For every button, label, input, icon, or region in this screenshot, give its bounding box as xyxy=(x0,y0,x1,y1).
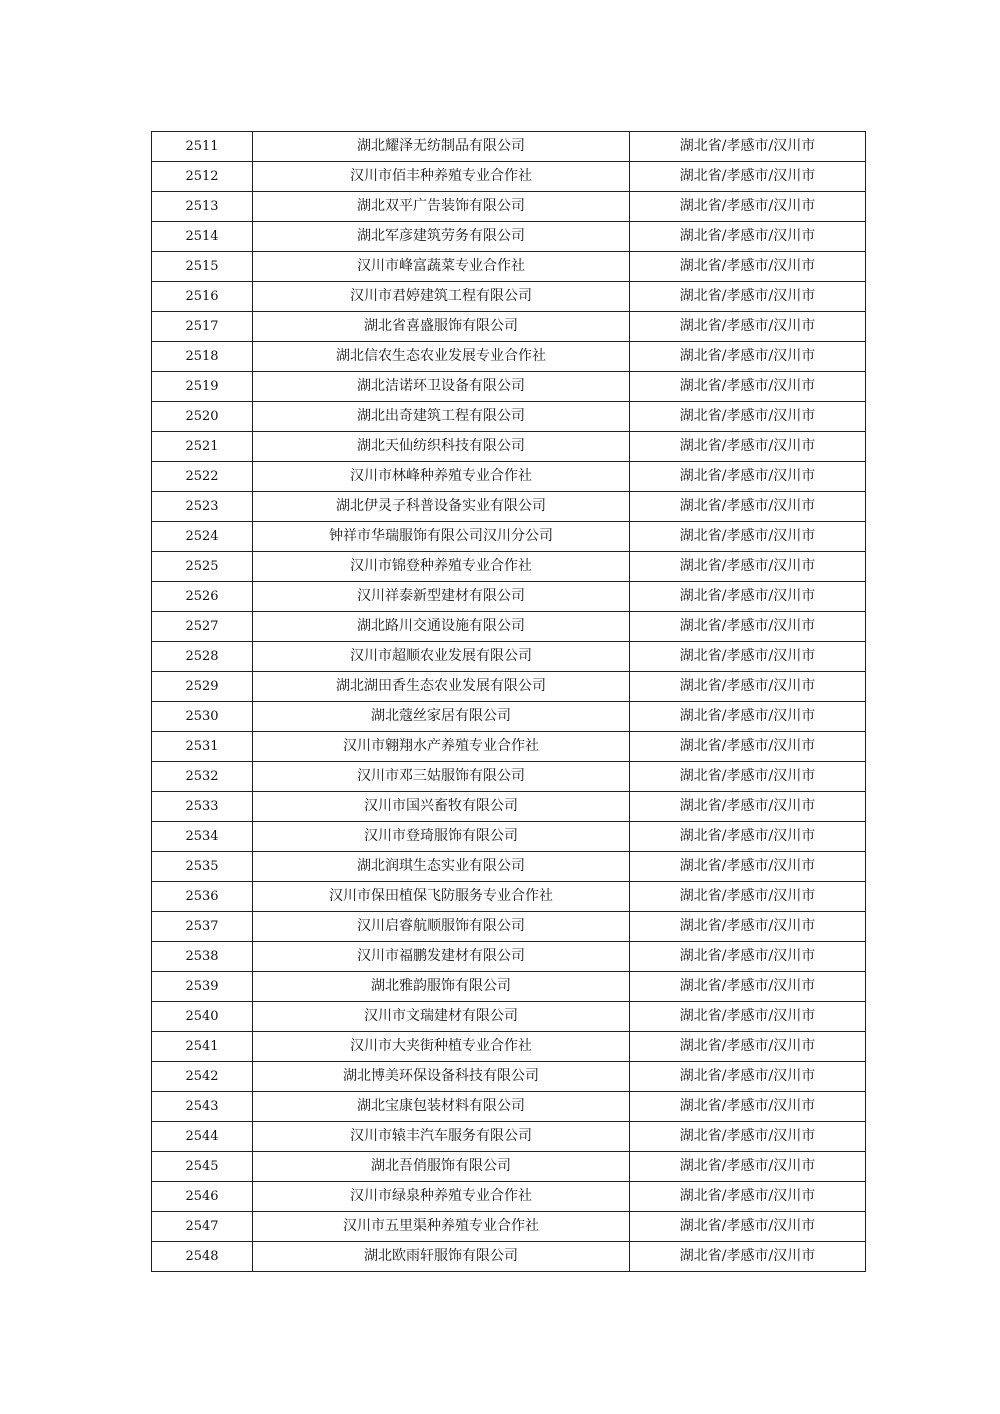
region-cell: 湖北省/孝感市/汉川市 xyxy=(630,582,866,612)
region-cell: 湖北省/孝感市/汉川市 xyxy=(630,492,866,522)
row-number-cell: 2525 xyxy=(152,552,253,582)
table-row xyxy=(152,1002,866,1032)
region-cell: 湖北省/孝感市/汉川市 xyxy=(630,912,866,942)
region-cell: 湖北省/孝感市/汉川市 xyxy=(630,762,866,792)
table-row xyxy=(152,672,866,702)
row-number-cell: 2531 xyxy=(152,732,253,762)
company-name-cell: 汉川市登琦服饰有限公司 xyxy=(253,822,630,852)
row-number-cell: 2545 xyxy=(152,1152,253,1182)
table-row xyxy=(152,312,866,342)
table-row xyxy=(152,1122,866,1152)
region-cell: 湖北省/孝感市/汉川市 xyxy=(630,552,866,582)
region-cell: 湖北省/孝感市/汉川市 xyxy=(630,252,866,282)
company-name-cell: 汉川启睿航顺服饰有限公司 xyxy=(253,912,630,942)
region-cell: 湖北省/孝感市/汉川市 xyxy=(630,1092,866,1122)
region-cell: 湖北省/孝感市/汉川市 xyxy=(630,1032,866,1062)
region-cell: 湖北省/孝感市/汉川市 xyxy=(630,462,866,492)
row-number-cell: 2540 xyxy=(152,1002,253,1032)
row-number-cell: 2511 xyxy=(152,132,253,162)
row-number-cell: 2524 xyxy=(152,522,253,552)
table-row xyxy=(152,1032,866,1062)
company-name-cell: 汉川市锦登种养殖专业合作社 xyxy=(253,552,630,582)
table-row xyxy=(152,1242,866,1272)
company-name-cell: 汉川市辕丰汽车服务有限公司 xyxy=(253,1122,630,1152)
region-cell: 湖北省/孝感市/汉川市 xyxy=(630,162,866,192)
region-cell: 湖北省/孝感市/汉川市 xyxy=(630,822,866,852)
table-row xyxy=(152,882,866,912)
row-number-cell: 2544 xyxy=(152,1122,253,1152)
company-name-cell: 汉川市君婷建筑工程有限公司 xyxy=(253,282,630,312)
table-row xyxy=(152,402,866,432)
table-row xyxy=(152,972,866,1002)
region-cell: 湖北省/孝感市/汉川市 xyxy=(630,342,866,372)
company-name-cell: 湖北出奇建筑工程有限公司 xyxy=(253,402,630,432)
company-name-cell: 汉川市翱翔水产养殖专业合作社 xyxy=(253,732,630,762)
row-number-cell: 2522 xyxy=(152,462,253,492)
company-name-cell: 湖北路川交通设施有限公司 xyxy=(253,612,630,642)
row-number-cell: 2527 xyxy=(152,612,253,642)
table-row xyxy=(152,162,866,192)
company-name-cell: 汉川市峰富蔬菜专业合作社 xyxy=(253,252,630,282)
company-name-cell: 湖北宝康包装材料有限公司 xyxy=(253,1092,630,1122)
table-row xyxy=(152,852,866,882)
row-number-cell: 2514 xyxy=(152,222,253,252)
company-name-cell: 汉川市五里渠种养殖专业合作社 xyxy=(253,1212,630,1242)
table-row xyxy=(152,492,866,522)
table-row xyxy=(152,1182,866,1212)
company-name-cell: 湖北博美环保设备科技有限公司 xyxy=(253,1062,630,1092)
region-cell: 湖北省/孝感市/汉川市 xyxy=(630,432,866,462)
table-row xyxy=(152,192,866,222)
row-number-cell: 2518 xyxy=(152,342,253,372)
company-name-cell: 湖北雅韵服饰有限公司 xyxy=(253,972,630,1002)
row-number-cell: 2517 xyxy=(152,312,253,342)
region-cell: 湖北省/孝感市/汉川市 xyxy=(630,132,866,162)
table-row xyxy=(152,372,866,402)
row-number-cell: 2538 xyxy=(152,942,253,972)
row-number-cell: 2513 xyxy=(152,192,253,222)
company-name-cell: 湖北欧雨轩服饰有限公司 xyxy=(253,1242,630,1272)
row-number-cell: 2516 xyxy=(152,282,253,312)
region-cell: 湖北省/孝感市/汉川市 xyxy=(630,612,866,642)
company-name-cell: 湖北伊灵子科普设备实业有限公司 xyxy=(253,492,630,522)
table-row xyxy=(152,762,866,792)
company-name-cell: 湖北吾俏服饰有限公司 xyxy=(253,1152,630,1182)
company-name-cell: 汉川市保田植保飞防服务专业合作社 xyxy=(253,882,630,912)
region-cell: 湖北省/孝感市/汉川市 xyxy=(630,942,866,972)
company-name-cell: 汉川市大夹街种植专业合作社 xyxy=(253,1032,630,1062)
row-number-cell: 2546 xyxy=(152,1182,253,1212)
company-name-cell: 湖北天仙纺织科技有限公司 xyxy=(253,432,630,462)
company-name-cell: 汉川市文瑞建材有限公司 xyxy=(253,1002,630,1032)
company-name-cell: 湖北润琪生态实业有限公司 xyxy=(253,852,630,882)
company-name-cell: 湖北省喜盛服饰有限公司 xyxy=(253,312,630,342)
company-name-cell: 汉川市国兴畜牧有限公司 xyxy=(253,792,630,822)
region-cell: 湖北省/孝感市/汉川市 xyxy=(630,732,866,762)
region-cell: 湖北省/孝感市/汉川市 xyxy=(630,1182,866,1212)
company-name-cell: 汉川市绿泉种养殖专业合作社 xyxy=(253,1182,630,1212)
table-row xyxy=(152,1152,866,1182)
company-name-cell: 湖北军彦建筑劳务有限公司 xyxy=(253,222,630,252)
row-number-cell: 2526 xyxy=(152,582,253,612)
row-number-cell: 2548 xyxy=(152,1242,253,1272)
company-name-cell: 汉川市佰丰种养殖专业合作社 xyxy=(253,162,630,192)
region-cell: 湖北省/孝感市/汉川市 xyxy=(630,852,866,882)
row-number-cell: 2539 xyxy=(152,972,253,1002)
table-row xyxy=(152,1212,866,1242)
company-name-cell: 湖北洁诺环卫设备有限公司 xyxy=(253,372,630,402)
table-row xyxy=(152,702,866,732)
table-row xyxy=(152,132,866,162)
row-number-cell: 2515 xyxy=(152,252,253,282)
table-row xyxy=(152,822,866,852)
table-row xyxy=(152,432,866,462)
row-number-cell: 2534 xyxy=(152,822,253,852)
company-name-cell: 钟祥市华瑞服饰有限公司汉川分公司 xyxy=(253,522,630,552)
row-number-cell: 2535 xyxy=(152,852,253,882)
row-number-cell: 2530 xyxy=(152,702,253,732)
company-name-cell: 汉川市林峰种养殖专业合作社 xyxy=(253,462,630,492)
table-row xyxy=(152,1062,866,1092)
table-row xyxy=(152,612,866,642)
region-cell: 湖北省/孝感市/汉川市 xyxy=(630,702,866,732)
table-row xyxy=(152,222,866,252)
row-number-cell: 2547 xyxy=(152,1212,253,1242)
company-list-table xyxy=(151,131,866,1272)
row-number-cell: 2541 xyxy=(152,1032,253,1062)
region-cell: 湖北省/孝感市/汉川市 xyxy=(630,1122,866,1152)
row-number-cell: 2542 xyxy=(152,1062,253,1092)
table-row xyxy=(152,1092,866,1122)
row-number-cell: 2537 xyxy=(152,912,253,942)
region-cell: 湖北省/孝感市/汉川市 xyxy=(630,312,866,342)
row-number-cell: 2529 xyxy=(152,672,253,702)
region-cell: 湖北省/孝感市/汉川市 xyxy=(630,642,866,672)
row-number-cell: 2512 xyxy=(152,162,253,192)
company-name-cell: 湖北蔻丝家居有限公司 xyxy=(253,702,630,732)
company-name-cell: 汉川市超顺农业发展有限公司 xyxy=(253,642,630,672)
row-number-cell: 2543 xyxy=(152,1092,253,1122)
table-row xyxy=(152,252,866,282)
table-row xyxy=(152,582,866,612)
table-body xyxy=(152,132,866,1272)
region-cell: 湖北省/孝感市/汉川市 xyxy=(630,192,866,222)
table-row xyxy=(152,282,866,312)
region-cell: 湖北省/孝感市/汉川市 xyxy=(630,372,866,402)
row-number-cell: 2519 xyxy=(152,372,253,402)
row-number-cell: 2520 xyxy=(152,402,253,432)
company-name-cell: 湖北双平广告装饰有限公司 xyxy=(253,192,630,222)
table-row xyxy=(152,642,866,672)
row-number-cell: 2533 xyxy=(152,792,253,822)
region-cell: 湖北省/孝感市/汉川市 xyxy=(630,882,866,912)
row-number-cell: 2536 xyxy=(152,882,253,912)
region-cell: 湖北省/孝感市/汉川市 xyxy=(630,222,866,252)
row-number-cell: 2532 xyxy=(152,762,253,792)
table-row xyxy=(152,342,866,372)
table-row xyxy=(152,942,866,972)
region-cell: 湖北省/孝感市/汉川市 xyxy=(630,1152,866,1182)
company-name-cell: 湖北耀泽无纺制品有限公司 xyxy=(253,132,630,162)
region-cell: 湖北省/孝感市/汉川市 xyxy=(630,672,866,702)
table-row xyxy=(152,792,866,822)
company-name-cell: 汉川祥泰新型建材有限公司 xyxy=(253,582,630,612)
region-cell: 湖北省/孝感市/汉川市 xyxy=(630,1002,866,1032)
row-number-cell: 2523 xyxy=(152,492,253,522)
table-row xyxy=(152,912,866,942)
region-cell: 湖北省/孝感市/汉川市 xyxy=(630,1242,866,1272)
company-list-table-container xyxy=(151,131,866,1272)
row-number-cell: 2528 xyxy=(152,642,253,672)
region-cell: 湖北省/孝感市/汉川市 xyxy=(630,522,866,552)
region-cell: 湖北省/孝感市/汉川市 xyxy=(630,282,866,312)
region-cell: 湖北省/孝感市/汉川市 xyxy=(630,1212,866,1242)
region-cell: 湖北省/孝感市/汉川市 xyxy=(630,972,866,1002)
company-name-cell: 湖北信农生态农业发展专业合作社 xyxy=(253,342,630,372)
company-name-cell: 汉川市福鹏发建材有限公司 xyxy=(253,942,630,972)
company-name-cell: 湖北湖田香生态农业发展有限公司 xyxy=(253,672,630,702)
region-cell: 湖北省/孝感市/汉川市 xyxy=(630,1062,866,1092)
region-cell: 湖北省/孝感市/汉川市 xyxy=(630,402,866,432)
table-row xyxy=(152,552,866,582)
region-cell: 湖北省/孝感市/汉川市 xyxy=(630,792,866,822)
table-row xyxy=(152,522,866,552)
company-name-cell: 汉川市邓三姑服饰有限公司 xyxy=(253,762,630,792)
table-row xyxy=(152,732,866,762)
row-number-cell: 2521 xyxy=(152,432,253,462)
table-row xyxy=(152,462,866,492)
